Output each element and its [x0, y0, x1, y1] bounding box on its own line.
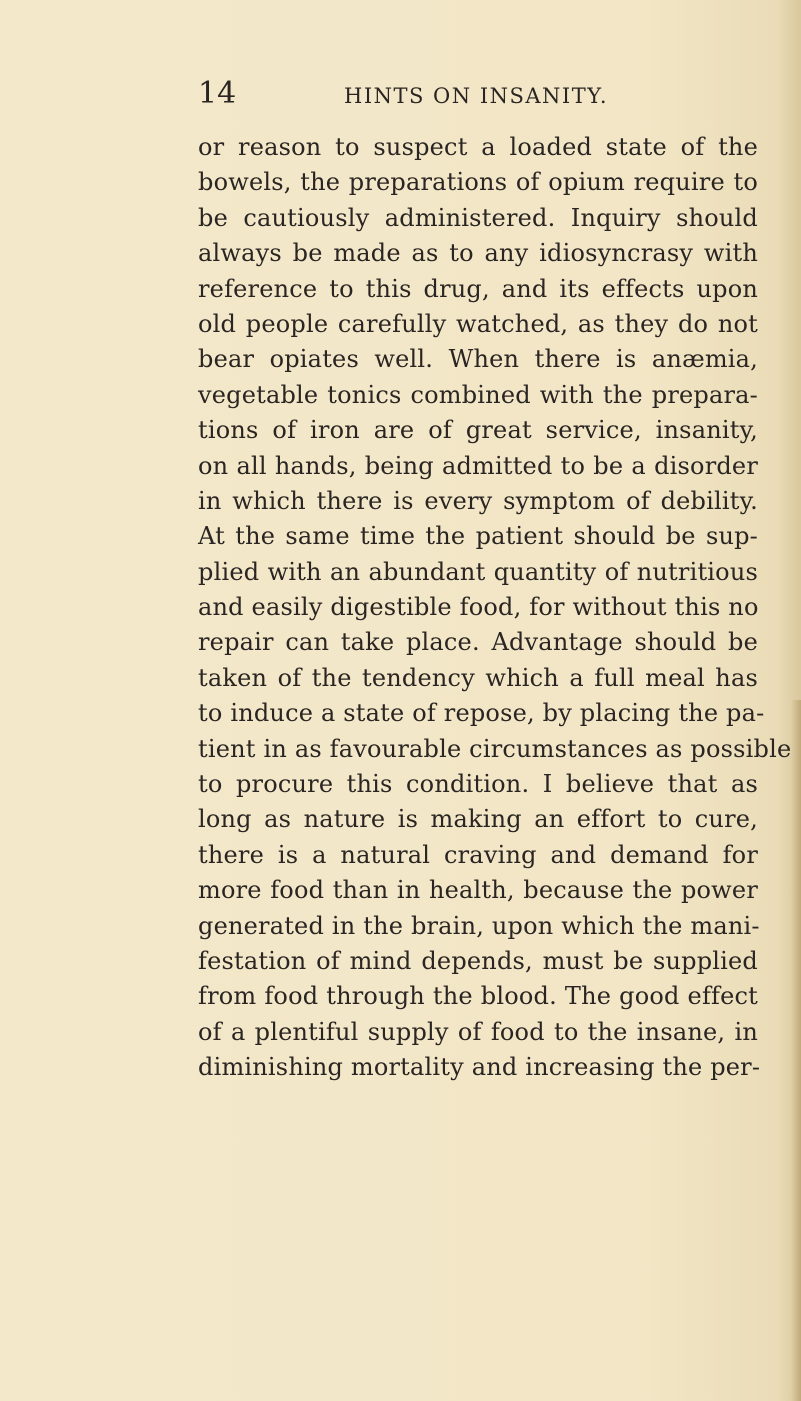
text-line: always be made as to any idiosyncrasy with — [198, 239, 758, 268]
text-line: bear opiates well. When there is anæmia, — [198, 345, 758, 374]
text-line: long as nature is making an effort to cure, — [198, 805, 758, 834]
text-line: taken of the tendency which a full meal has — [198, 663, 758, 692]
text-line: old people carefully watched, as they do not — [198, 309, 758, 338]
text-line: vegetable tonics combined with the prepara- — [198, 380, 758, 409]
text-line: or reason to suspect a loaded state of the — [198, 133, 758, 161]
text-line: in which there is every symptom of debility. — [198, 486, 758, 515]
text-line: generated in the brain, upon which the mani- — [198, 911, 760, 940]
page-edge-shadow — [791, 700, 801, 1401]
text-line: At the same time the patient should be sup- — [198, 522, 758, 551]
text-line: be cautiously administered. Inquiry should — [198, 203, 758, 232]
text-line: there is a natural craving and demand for — [198, 840, 758, 869]
text-line: more food than in health, because the power — [198, 876, 758, 905]
running-head: HINTS ON INSANITY. — [344, 84, 609, 108]
page-number: 14 — [198, 76, 237, 111]
text-line: tions of iron are of great service, insanity, — [198, 416, 758, 445]
text-line: tient in as favourable circumstances as possible — [198, 734, 792, 763]
text-line: of a plentiful supply of food to the insane, in — [198, 1017, 758, 1046]
text-line: from food through the blood. The good effect — [198, 982, 758, 1011]
text-line: to procure this condition. I believe that as — [198, 770, 758, 799]
text-line: and easily digestible food, for without this no — [198, 593, 759, 622]
text-line: reference to this drug, and its effects upon — [198, 274, 758, 303]
text-line: on all hands, being admitted to be a disorder — [198, 451, 758, 480]
text-line: festation of mind depends, must be supplied — [198, 946, 758, 975]
text-line: to induce a state of repose, by placing the pa- — [198, 699, 765, 728]
text-line: repair can take place. Advantage should be — [198, 628, 758, 657]
text-line: plied with an abundant quantity of nutritious — [198, 557, 758, 586]
page-header — [198, 78, 758, 110]
body-text — [198, 130, 792, 1086]
text-line: bowels, the preparations of opium require to — [198, 168, 758, 197]
text-line: diminishing mortality and increasing the per- — [198, 1053, 761, 1082]
